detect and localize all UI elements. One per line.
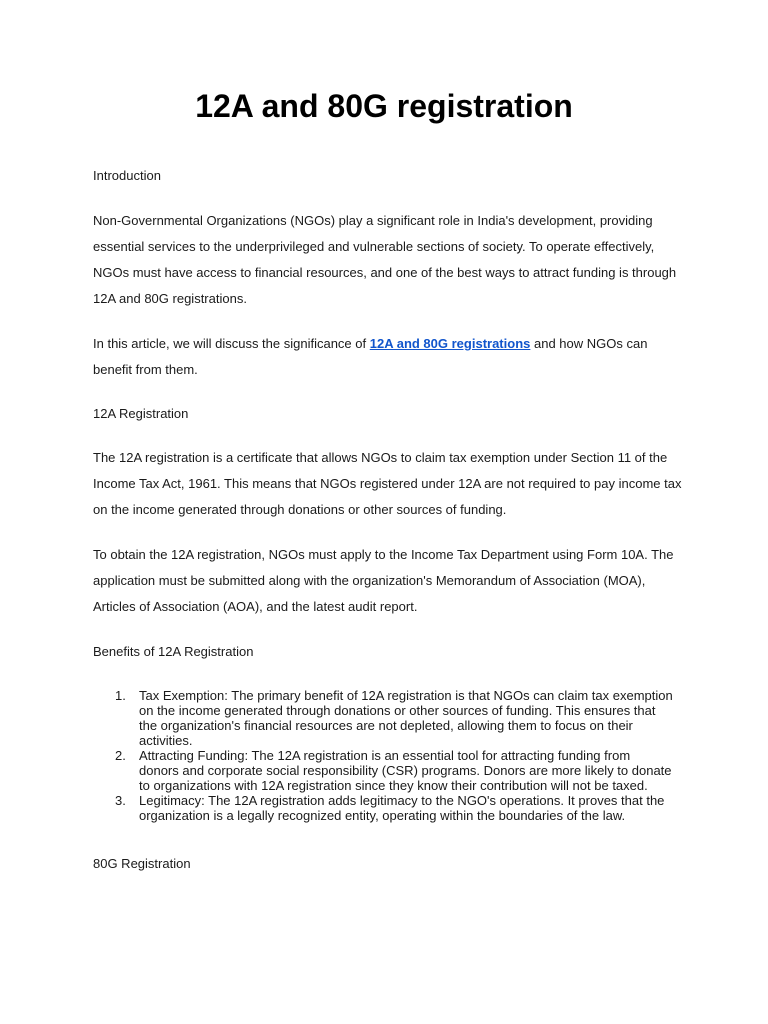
- list-item-text: Legitimacy: The 12A registration adds legitimacy to the NGO's operations. It proves that the organization is a legally recognized entity, operating within the boundaries of the law.: [139, 793, 665, 823]
- benefits-list: [93, 688, 673, 823]
- registrations-link[interactable]: 12A and 80G registrations: [369, 336, 531, 351]
- list-item: [93, 748, 673, 793]
- intro-paragraph: Non-Governmental Organizations (NGOs) play a significant role in India's development, providing essential services to the underprivileged and vulnerable sections of society. To operate effectively, NGOs must have access to financial resources, and one of the best ways to attract funding is through 12A and 80G registrations.: [93, 213, 677, 306]
- list-item: [93, 793, 673, 823]
- section-12a-paragraph-1: The 12A registration is a certificate that allows NGOs to claim tax exemption under Section 11 of the Income Tax Act, 1961. This means that NGOs registered under 12A are not required to pay income tax on the income generated through donations or other sources of funding.: [93, 450, 682, 517]
- benefits-heading: Benefits of 12A Registration: [93, 644, 254, 659]
- list-item: [93, 688, 673, 748]
- document-title: 12A and 80G registration: [195, 88, 573, 124]
- list-item-number: 2.: [115, 748, 126, 763]
- list-item-number: 1.: [115, 688, 126, 703]
- section-12a-paragraph-2: To obtain the 12A registration, NGOs must apply to the Income Tax Department using Form 10A. The application must be submitted along with the organization's Memorandum of Association (MOA), Articles of Association (AOA), and the latest audit report.: [93, 547, 674, 614]
- article-text-before: In this article, we will discuss the significance of: [93, 336, 370, 351]
- section-80g-heading: 80G Registration: [93, 856, 191, 871]
- section-12a-heading: 12A Registration: [93, 406, 189, 421]
- list-item-number: 3.: [115, 793, 126, 808]
- list-item-text: Attracting Funding: The 12A registration is an essential tool for attracting funding from donors and corporate social responsibility (CSR) programs. Donors are more likely to donate to organizations with 12A registration since they know their contribution will not be taxed.: [139, 748, 672, 793]
- article-paragraph: [93, 331, 683, 383]
- list-item-text: Tax Exemption: The primary benefit of 12A registration is that NGOs can claim tax exemption on the income generated through donations or other sources of funding. This ensures that the organization's financial resources are not depleted, allowing them to focus on their activities.: [139, 688, 673, 748]
- article-text-after: and how NGOs can benefit from them.: [93, 336, 648, 377]
- intro-heading: Introduction: [93, 168, 161, 183]
